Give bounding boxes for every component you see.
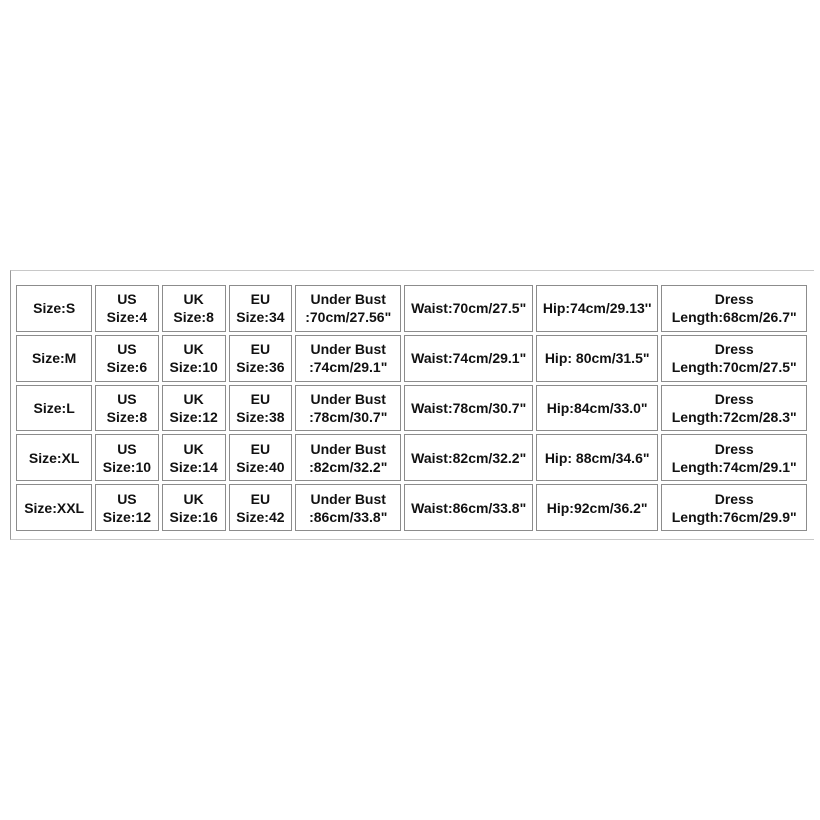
waist-cell: Waist:78cm/30.7" [404, 385, 533, 432]
waist-cell: Waist:70cm/27.5" [404, 285, 533, 332]
eu-size-cell: EU Size:34 [229, 285, 292, 332]
eu-size-cell: EU Size:42 [229, 484, 292, 531]
size-cell: Size:M [16, 335, 92, 382]
dress-length-cell: Dress Length:74cm/29.1" [661, 434, 807, 481]
dress-length-cell: Dress Length:72cm/28.3" [661, 385, 807, 432]
waist-cell: Waist:82cm/32.2" [404, 434, 533, 481]
under-bust-cell: Under Bust :74cm/29.1" [295, 335, 401, 382]
uk-size-cell: UK Size:8 [162, 285, 226, 332]
us-size-cell: US Size:8 [95, 385, 158, 432]
under-bust-cell: Under Bust :86cm/33.8" [295, 484, 401, 531]
eu-size-cell: EU Size:36 [229, 335, 292, 382]
table-row [16, 335, 807, 382]
hip-cell: Hip: 80cm/31.5" [536, 335, 658, 382]
table-row [16, 484, 807, 531]
us-size-cell: US Size:4 [95, 285, 158, 332]
us-size-cell: US Size:6 [95, 335, 158, 382]
under-bust-cell: Under Bust :78cm/30.7" [295, 385, 401, 432]
us-size-cell: US Size:10 [95, 434, 158, 481]
hip-cell: Hip:92cm/36.2" [536, 484, 658, 531]
hip-cell: Hip:74cm/29.13'' [536, 285, 658, 332]
us-size-cell: US Size:12 [95, 484, 158, 531]
size-cell: Size:S [16, 285, 92, 332]
size-chart-table [13, 282, 810, 534]
waist-cell: Waist:74cm/29.1" [404, 335, 533, 382]
hip-cell: Hip: 88cm/34.6" [536, 434, 658, 481]
uk-size-cell: UK Size:14 [162, 434, 226, 481]
dress-length-cell: Dress Length:76cm/29.9" [661, 484, 807, 531]
hip-cell: Hip:84cm/33.0" [536, 385, 658, 432]
eu-size-cell: EU Size:40 [229, 434, 292, 481]
uk-size-cell: UK Size:16 [162, 484, 226, 531]
table-row [16, 434, 807, 481]
dress-length-cell: Dress Length:70cm/27.5" [661, 335, 807, 382]
size-cell: Size:L [16, 385, 92, 432]
dress-length-cell: Dress Length:68cm/26.7" [661, 285, 807, 332]
uk-size-cell: UK Size:10 [162, 335, 226, 382]
under-bust-cell: Under Bust :70cm/27.56" [295, 285, 401, 332]
under-bust-cell: Under Bust :82cm/32.2" [295, 434, 401, 481]
size-cell: Size:XXL [16, 484, 92, 531]
eu-size-cell: EU Size:38 [229, 385, 292, 432]
uk-size-cell: UK Size:12 [162, 385, 226, 432]
table-row [16, 285, 807, 332]
size-cell: Size:XL [16, 434, 92, 481]
waist-cell: Waist:86cm/33.8" [404, 484, 533, 531]
table-row [16, 385, 807, 432]
